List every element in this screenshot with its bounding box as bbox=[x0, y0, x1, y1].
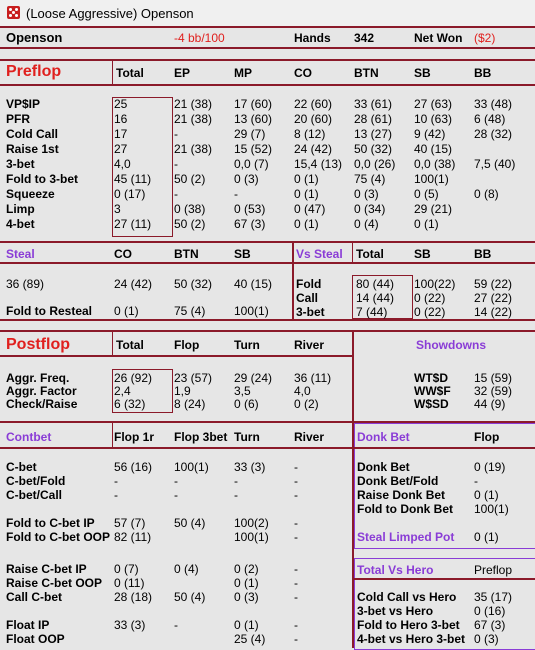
vs-hero-row-label: 4-bet vs Hero 3-bet bbox=[357, 632, 466, 646]
preflop-cell: 0 (38) bbox=[174, 202, 206, 216]
contbet-cell: 100(2) bbox=[234, 516, 269, 530]
preflop-row-label: Raise 1st bbox=[6, 142, 59, 156]
vs-steal-col-total: Total bbox=[356, 247, 384, 261]
hands-label: Hands bbox=[294, 31, 331, 45]
postflop-row-label: Check/Raise bbox=[6, 397, 78, 411]
contbet-cell: - bbox=[174, 488, 178, 502]
preflop-cell: 0,0 (7) bbox=[234, 157, 269, 171]
preflop-col-ep: EP bbox=[174, 66, 191, 80]
preflop-row-label: Squeeze bbox=[6, 187, 55, 201]
contbet-cell: - bbox=[234, 474, 238, 488]
preflop-cell: 9 (42) bbox=[414, 127, 446, 141]
contbet-cell: - bbox=[114, 474, 118, 488]
contbet-row-label: Raise C-bet IP bbox=[6, 562, 87, 576]
preflop-cell: 0 (34) bbox=[354, 202, 386, 216]
preflop-title: Preflop bbox=[6, 63, 62, 80]
vs-hero-row-label: Cold Call vs Hero bbox=[357, 590, 457, 604]
preflop-cell: 0 (3) bbox=[234, 172, 259, 186]
preflop-cell: 13 (27) bbox=[354, 127, 393, 141]
fold-to-resteal-co: 0 (1) bbox=[114, 304, 139, 318]
vs-steal-cell: 100(22) bbox=[414, 277, 456, 291]
contbet-cell: 0 (3) bbox=[234, 590, 259, 604]
postflop-cell: 3,5 bbox=[234, 384, 251, 398]
preflop-cell: 50 (2) bbox=[174, 217, 206, 231]
fold-to-resteal-label: Fold to Resteal bbox=[6, 304, 93, 318]
preflop-cell: 4,0 bbox=[114, 157, 131, 171]
contbet-cell: - bbox=[294, 632, 298, 646]
preflop-cell: 40 (15) bbox=[414, 142, 453, 156]
showdown-value: 44 (9) bbox=[474, 397, 506, 411]
postflop-cell: 26 (92) bbox=[114, 371, 153, 385]
preflop-cell: 0 (1) bbox=[414, 217, 439, 231]
postflop-col-river: River bbox=[294, 338, 325, 352]
preflop-cell: 27 bbox=[114, 142, 128, 156]
preflop-col-bb: BB bbox=[474, 66, 492, 80]
vs-hero-row-value: 67 (3) bbox=[474, 618, 506, 632]
donk-bet-row-label: Raise Donk Bet bbox=[357, 488, 446, 502]
preflop-col-btn: BTN bbox=[354, 66, 379, 80]
player-name: Openson bbox=[6, 30, 63, 45]
postflop-cell: 23 (57) bbox=[174, 371, 213, 385]
showdown-label: W$SD bbox=[414, 397, 449, 411]
contbet-row-label: C-bet bbox=[6, 460, 37, 474]
showdowns-title: Showdowns bbox=[416, 338, 486, 352]
vs-hero-row-value: 0 (3) bbox=[474, 632, 499, 646]
contbet-row-label: Float IP bbox=[6, 618, 50, 632]
preflop-col-co: CO bbox=[294, 66, 312, 80]
steal-btn: 50 (32) bbox=[174, 277, 213, 291]
contbet-cell: 100(1) bbox=[174, 460, 209, 474]
preflop-cell: 17 (60) bbox=[234, 97, 273, 111]
steal-limped-value: 0 (1) bbox=[474, 530, 499, 544]
preflop-cell: 24 (42) bbox=[294, 142, 333, 156]
donk-bet-row-label: Fold to Donk Bet bbox=[357, 502, 453, 516]
contbet-row-label: C-bet/Call bbox=[6, 488, 63, 502]
vs-steal-row-label: 3-bet bbox=[296, 305, 325, 319]
preflop-cell: - bbox=[174, 157, 178, 171]
contbet-cell: 0 (2) bbox=[234, 562, 259, 576]
net-won-value: ($2) bbox=[474, 31, 496, 45]
contbet-cell: 33 (3) bbox=[114, 618, 146, 632]
donk-bet-row-label: Donk Bet bbox=[357, 460, 410, 474]
postflop-row-label: Aggr. Factor bbox=[6, 384, 77, 398]
contbet-cell: 0 (7) bbox=[114, 562, 139, 576]
contbet-col-flop3bet: Flop 3bet bbox=[174, 430, 228, 444]
contbet-cell: 0 (1) bbox=[234, 618, 259, 632]
vs-steal-cell: 27 (22) bbox=[474, 291, 513, 305]
vs-steal-cell: 80 (44) bbox=[356, 277, 395, 291]
contbet-row-label: Fold to C-bet IP bbox=[6, 516, 95, 530]
preflop-cell: 27 (11) bbox=[114, 217, 152, 231]
postflop-cell: 2,4 bbox=[114, 384, 131, 398]
donk-bet-row-label: Donk Bet/Fold bbox=[357, 474, 439, 488]
contbet-title: Contbet bbox=[6, 430, 52, 444]
contbet-cell: 56 (16) bbox=[114, 460, 153, 474]
postflop-cell: 36 (11) bbox=[294, 371, 332, 385]
preflop-cell: 6 (48) bbox=[474, 112, 506, 126]
vs-hero-row-value: 0 (16) bbox=[474, 604, 506, 618]
preflop-cell: 0 (1) bbox=[294, 172, 319, 186]
contbet-row-label: C-bet/Fold bbox=[6, 474, 66, 488]
vs-steal-row-label: Fold bbox=[296, 277, 322, 291]
preflop-cell: 29 (7) bbox=[234, 127, 266, 141]
preflop-cell: 0,0 (38) bbox=[414, 157, 456, 171]
postflop-cell: 8 (24) bbox=[174, 397, 206, 411]
contbet-cell: 28 (18) bbox=[114, 590, 153, 604]
vs-steal-row-label: Call bbox=[296, 291, 319, 305]
donk-bet-title: Donk Bet bbox=[357, 430, 410, 444]
vs-steal-title: Vs Steal bbox=[296, 247, 343, 261]
preflop-cell: 7,5 (40) bbox=[474, 157, 516, 171]
contbet-cell: 100(1) bbox=[234, 530, 269, 544]
preflop-cell: 50 (2) bbox=[174, 172, 206, 186]
preflop-cell: 0,0 (26) bbox=[354, 157, 396, 171]
donk-bet-row-value: 0 (1) bbox=[474, 488, 499, 502]
contbet-cell: 0 (11) bbox=[114, 576, 145, 590]
preflop-row-label: 3-bet bbox=[6, 157, 35, 171]
contbet-cell: - bbox=[294, 530, 298, 544]
steal-co: 24 (42) bbox=[114, 277, 153, 291]
showdown-label: WT$D bbox=[414, 371, 448, 385]
preflop-cell: 29 (21) bbox=[414, 202, 453, 216]
contbet-cell: - bbox=[294, 590, 298, 604]
postflop-row-label: Aggr. Freq. bbox=[6, 371, 70, 385]
preflop-cell: 27 (63) bbox=[414, 97, 453, 111]
vs-hero-row-label: 3-bet vs Hero bbox=[357, 604, 434, 618]
preflop-cell: 15 (52) bbox=[234, 142, 273, 156]
postflop-title: Postflop bbox=[6, 336, 70, 353]
steal-total: 36 (89) bbox=[6, 277, 45, 291]
preflop-cell: 75 (4) bbox=[354, 172, 386, 186]
preflop-cell: 21 (38) bbox=[174, 112, 213, 126]
preflop-cell: - bbox=[234, 187, 238, 201]
contbet-cell: - bbox=[294, 516, 298, 530]
steal-title: Steal bbox=[6, 247, 35, 261]
preflop-cell: 33 (48) bbox=[474, 97, 513, 111]
preflop-row-label: Fold to 3-bet bbox=[6, 172, 78, 186]
postflop-cell: 0 (2) bbox=[294, 397, 319, 411]
preflop-row-label: Cold Call bbox=[6, 127, 59, 141]
title-bar bbox=[0, 0, 535, 26]
contbet-cell: 0 (4) bbox=[174, 562, 199, 576]
vs-steal-cell: 14 (22) bbox=[474, 305, 513, 319]
preflop-cell: 33 (61) bbox=[354, 97, 393, 111]
donk-bet-row-value: 100(1) bbox=[474, 502, 509, 516]
contbet-cell: 0 (1) bbox=[234, 576, 259, 590]
contbet-row-label: Fold to C-bet OOP bbox=[6, 530, 110, 544]
contbet-cell: - bbox=[294, 618, 298, 632]
preflop-col-sb: SB bbox=[414, 66, 431, 80]
preflop-row-label: Limp bbox=[6, 202, 35, 216]
contbet-row-label: Call C-bet bbox=[6, 590, 63, 604]
preflop-cell: 13 (60) bbox=[234, 112, 273, 126]
contbet-cell: - bbox=[174, 618, 178, 632]
vs-steal-cell: 0 (22) bbox=[414, 305, 446, 319]
preflop-cell: 21 (38) bbox=[174, 142, 213, 156]
contbet-cell: - bbox=[294, 460, 298, 474]
preflop-cell: 17 bbox=[114, 127, 128, 141]
preflop-cell: 15,4 (13) bbox=[294, 157, 343, 171]
contbet-cell: 50 (4) bbox=[174, 516, 206, 530]
contbet-cell: - bbox=[234, 488, 238, 502]
steal-col-sb: SB bbox=[234, 247, 251, 261]
preflop-cell: 0 (17) bbox=[114, 187, 146, 201]
vs-hero-row-value: 35 (17) bbox=[474, 590, 513, 604]
contbet-cell: - bbox=[294, 474, 298, 488]
preflop-cell: 67 (3) bbox=[234, 217, 266, 231]
postflop-cell: 6 (32) bbox=[114, 397, 146, 411]
preflop-col-total: Total bbox=[116, 66, 144, 80]
preflop-row-label: PFR bbox=[6, 112, 30, 126]
postflop-cell: 1,9 bbox=[174, 384, 191, 398]
preflop-cell: 0 (47) bbox=[294, 202, 326, 216]
contbet-row-label: Raise C-bet OOP bbox=[6, 576, 103, 590]
vs-steal-cell: 0 (22) bbox=[414, 291, 446, 305]
preflop-cell: 0 (53) bbox=[234, 202, 266, 216]
preflop-cell: 25 bbox=[114, 97, 128, 111]
contbet-cell: 57 (7) bbox=[114, 516, 146, 530]
preflop-cell: 22 (60) bbox=[294, 97, 333, 111]
preflop-cell: 20 (60) bbox=[294, 112, 333, 126]
hands-value: 342 bbox=[354, 31, 375, 45]
fold-to-resteal-sb: 100(1) bbox=[234, 304, 269, 318]
total-vs-hero-col: Preflop bbox=[474, 563, 513, 577]
preflop-col-mp: MP bbox=[234, 66, 252, 80]
steal-sb: 40 (15) bbox=[234, 277, 273, 291]
preflop-cell: 10 (63) bbox=[414, 112, 453, 126]
preflop-cell: 0 (1) bbox=[294, 217, 319, 231]
steal-col-btn: BTN bbox=[174, 247, 199, 261]
preflop-cell: - bbox=[174, 127, 178, 141]
bb100-value: -4 bb/100 bbox=[174, 31, 225, 45]
showdown-value: 32 (59) bbox=[474, 384, 513, 398]
preflop-row-label: VP$IP bbox=[6, 97, 41, 111]
preflop-cell: 16 bbox=[114, 112, 128, 126]
preflop-cell: 50 (32) bbox=[354, 142, 393, 156]
preflop-cell: 21 (38) bbox=[174, 97, 213, 111]
contbet-col-turn: Turn bbox=[234, 430, 260, 444]
postflop-cell: 4,0 bbox=[294, 384, 311, 398]
preflop-cell: 0 (8) bbox=[474, 187, 499, 201]
total-vs-hero-title: Total Vs Hero bbox=[357, 563, 434, 577]
contbet-cell: - bbox=[294, 488, 298, 502]
contbet-cell: 25 (4) bbox=[234, 632, 266, 646]
postflop-col-turn: Turn bbox=[234, 338, 260, 352]
preflop-cell: 100(1) bbox=[414, 172, 449, 186]
contbet-cell: 50 (4) bbox=[174, 590, 206, 604]
preflop-row-label: 4-bet bbox=[6, 217, 35, 231]
preflop-cell: 28 (32) bbox=[474, 127, 513, 141]
postflop-col-total: Total bbox=[116, 338, 144, 352]
contbet-col-flop1r: Flop 1r bbox=[114, 430, 155, 444]
preflop-cell: 0 (3) bbox=[354, 187, 379, 201]
donk-bet-row-value: - bbox=[474, 474, 478, 488]
vs-steal-cell: 59 (22) bbox=[474, 277, 513, 291]
contbet-row-label: Float OOP bbox=[6, 632, 65, 646]
preflop-cell: 28 (61) bbox=[354, 112, 393, 126]
preflop-cell: - bbox=[174, 187, 178, 201]
postflop-cell: 0 (6) bbox=[234, 397, 259, 411]
contbet-cell: 33 (3) bbox=[234, 460, 266, 474]
postflop-col-flop: Flop bbox=[174, 338, 200, 352]
contbet-cell: - bbox=[114, 488, 118, 502]
postflop-cell: 29 (24) bbox=[234, 371, 273, 385]
contbet-col-river: River bbox=[294, 430, 325, 444]
showdown-value: 15 (59) bbox=[474, 371, 513, 385]
vs-steal-col-bb: BB bbox=[474, 247, 492, 261]
preflop-cell: 45 (11) bbox=[114, 172, 152, 186]
fold-to-resteal-btn: 75 (4) bbox=[174, 304, 206, 318]
donk-bet-col-flop: Flop bbox=[474, 430, 500, 444]
preflop-cell: 0 (4) bbox=[354, 217, 379, 231]
vs-steal-cell: 14 (44) bbox=[356, 291, 395, 305]
vs-steal-col-sb: SB bbox=[414, 247, 431, 261]
preflop-cell: 3 bbox=[114, 202, 121, 216]
showdown-label: WW$F bbox=[414, 384, 451, 398]
vs-steal-cell: 7 (44) bbox=[356, 305, 388, 319]
contbet-cell: - bbox=[294, 562, 298, 576]
window-title: (Loose Aggressive) Openson bbox=[26, 6, 194, 21]
net-won-label: Net Won bbox=[414, 31, 463, 45]
vs-hero-row-label: Fold to Hero 3-bet bbox=[357, 618, 460, 632]
contbet-cell: - bbox=[294, 576, 298, 590]
contbet-cell: - bbox=[174, 474, 178, 488]
preflop-cell: 0 (5) bbox=[414, 187, 439, 201]
preflop-cell: 0 (1) bbox=[294, 187, 319, 201]
preflop-cell: 8 (12) bbox=[294, 127, 326, 141]
contbet-cell: 82 (11) bbox=[114, 530, 152, 544]
donk-bet-row-value: 0 (19) bbox=[474, 460, 506, 474]
dice-icon bbox=[7, 6, 20, 19]
steal-col-co: CO bbox=[114, 247, 132, 261]
steal-limped-label: Steal Limped Pot bbox=[357, 530, 455, 544]
